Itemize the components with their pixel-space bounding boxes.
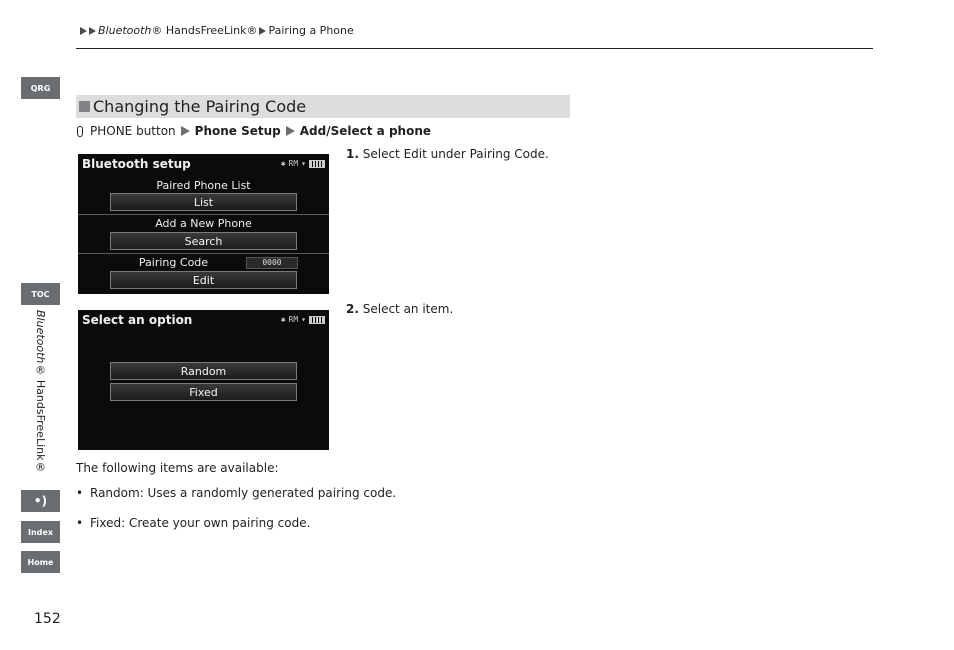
bullet-icon: • bbox=[76, 516, 84, 530]
list-item: • Random: Uses a randomly generated pairing code. bbox=[76, 486, 397, 500]
side-chapter-label: Bluetooth® HandsFreeLink® bbox=[34, 310, 47, 474]
signal-icon: ▾ bbox=[301, 315, 306, 324]
menu-path bbox=[77, 124, 431, 138]
path-start: PHONE button bbox=[90, 124, 176, 138]
qrg-tab[interactable]: QRG bbox=[21, 77, 60, 99]
microphone-icon bbox=[77, 126, 83, 137]
voice-command-tab[interactable] bbox=[21, 490, 60, 512]
section-title: Changing the Pairing Code bbox=[93, 97, 307, 116]
battery-icon bbox=[309, 160, 325, 168]
paired-phone-list-label: Paired Phone List bbox=[156, 179, 251, 192]
breadcrumb-arrow-icon bbox=[259, 27, 266, 35]
home-tab[interactable]: Home bbox=[21, 551, 60, 573]
header-rule bbox=[76, 48, 873, 49]
breadcrumb-handsfreelink[interactable]: ® HandsFreeLink® bbox=[151, 24, 258, 37]
square-bullet-icon bbox=[79, 101, 90, 112]
search-button[interactable]: Search bbox=[110, 232, 297, 250]
path-arrow-icon bbox=[181, 126, 190, 136]
breadcrumb-arrow-icon bbox=[80, 27, 87, 35]
step-1: 1. Select Edit under Pairing Code. bbox=[346, 147, 549, 161]
status-bar: ✱ RM ▾ bbox=[281, 315, 325, 324]
path-phone-setup: Phone Setup bbox=[194, 124, 281, 138]
breadcrumb-pairing-a-phone[interactable]: Pairing a Phone bbox=[268, 24, 354, 37]
breadcrumb-bluetooth[interactable]: Bluetooth bbox=[98, 24, 152, 37]
select-option-screenshot bbox=[78, 310, 329, 450]
random-button[interactable]: Random bbox=[110, 362, 297, 380]
screen-title: Bluetooth setup bbox=[82, 157, 191, 171]
bluetooth-icon: ✱ bbox=[280, 159, 286, 168]
screen-divider bbox=[78, 214, 329, 215]
index-tab[interactable]: Index bbox=[21, 521, 60, 543]
toc-tab[interactable]: TOC bbox=[21, 283, 60, 305]
list-button[interactable]: List bbox=[110, 193, 297, 211]
screen-divider bbox=[78, 253, 329, 254]
pairing-code-label: Pairing Code bbox=[138, 256, 209, 269]
bullet-icon: • bbox=[76, 486, 84, 500]
path-add-select-phone: Add/Select a phone bbox=[299, 124, 432, 138]
fixed-button[interactable]: Fixed bbox=[110, 383, 297, 401]
list-item: • Fixed: Create your own pairing code. bbox=[76, 516, 311, 530]
page-number: 152 bbox=[34, 611, 61, 627]
status-bar: ✱ RM ▾ bbox=[281, 159, 325, 168]
breadcrumb-arrow-icon bbox=[89, 27, 96, 35]
signal-icon: ▾ bbox=[301, 159, 306, 168]
edit-button[interactable]: Edit bbox=[110, 271, 297, 289]
available-items-intro: The following items are available: bbox=[76, 461, 279, 475]
breadcrumb bbox=[80, 24, 354, 37]
section-heading bbox=[76, 95, 570, 118]
bluetooth-setup-screenshot bbox=[78, 154, 329, 294]
voice-icon: •) bbox=[33, 494, 48, 508]
path-arrow-icon bbox=[286, 126, 295, 136]
add-new-phone-label: Add a New Phone bbox=[155, 217, 252, 230]
battery-icon bbox=[309, 316, 325, 324]
screen-title: Select an option bbox=[82, 313, 193, 327]
step-2: 2. Select an item. bbox=[346, 302, 454, 316]
pairing-code-value: 0000 bbox=[246, 257, 298, 269]
bluetooth-icon: ✱ bbox=[280, 315, 286, 324]
